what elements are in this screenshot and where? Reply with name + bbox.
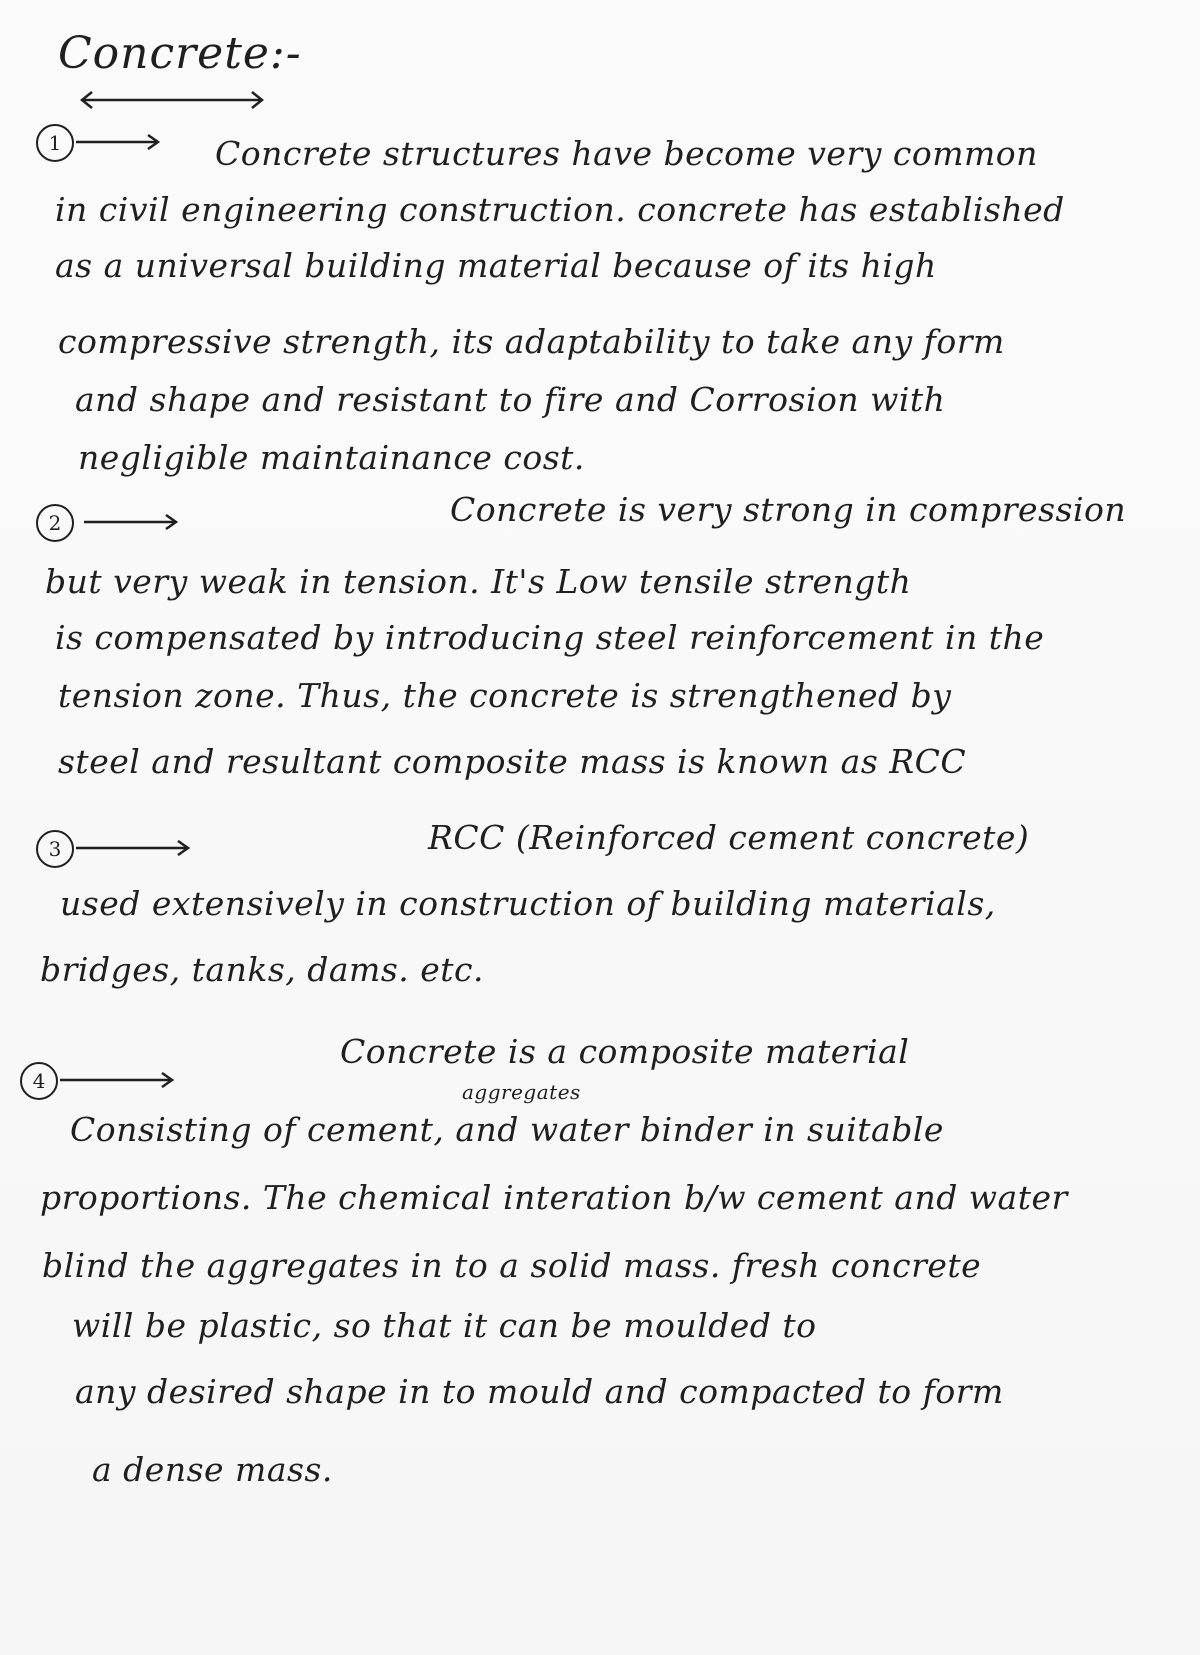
text-line: as a universal building material because of its high (55, 246, 937, 285)
text-line: compressive strength, its adaptability to take any form (58, 322, 1005, 361)
text-line: will be plastic, so that it can be moulded to (72, 1306, 817, 1345)
text-line: RCC (Reinforced cement concrete) (428, 818, 1030, 857)
text-line: used extensively in construction of building materials, (60, 884, 996, 923)
text-line: in civil engineering construction. concrete has established (55, 190, 1065, 229)
page-title: Concrete:- (58, 28, 302, 79)
text-line: proportions. The chemical interation b/w cement and water (40, 1178, 1068, 1217)
text-line: negligible maintainance cost. (78, 438, 585, 477)
arrow-icon (74, 132, 164, 152)
item-number-3: 3 (36, 830, 74, 868)
inserted-word: aggregates (462, 1080, 581, 1104)
text-line: Concrete structures have become very common (215, 134, 1038, 173)
arrow-icon (58, 1070, 178, 1090)
text-line: blind the aggregates in to a solid mass. fresh concrete (42, 1246, 982, 1285)
text-line: steel and resultant composite mass is known as RCC (58, 742, 967, 781)
text-line: Consisting of cement, and water binder in suitable (70, 1110, 944, 1149)
item-number-2: 2 (36, 504, 74, 542)
text-line: but very weak in tension. It's Low tensile strength (45, 562, 912, 601)
text-line: Concrete is very strong in compression (450, 490, 1127, 529)
text-line: tension zone. Thus, the concrete is strengthened by (58, 676, 952, 715)
arrow-icon (74, 838, 194, 858)
title-underline-arrow (78, 88, 268, 112)
text-line: is compensated by introducing steel reinforcement in the (55, 618, 1045, 657)
text-line: any desired shape in to mould and compacted to form (75, 1372, 1004, 1411)
text-line: a dense mass. (92, 1450, 333, 1489)
text-line: and shape and resistant to fire and Corrosion with (75, 380, 946, 419)
arrow-icon (82, 512, 182, 532)
item-number-1: 1 (36, 124, 74, 162)
item-number-4: 4 (20, 1062, 58, 1100)
text-line: bridges, tanks, dams. etc. (40, 950, 485, 989)
text-line: Concrete is a composite material (340, 1032, 910, 1071)
